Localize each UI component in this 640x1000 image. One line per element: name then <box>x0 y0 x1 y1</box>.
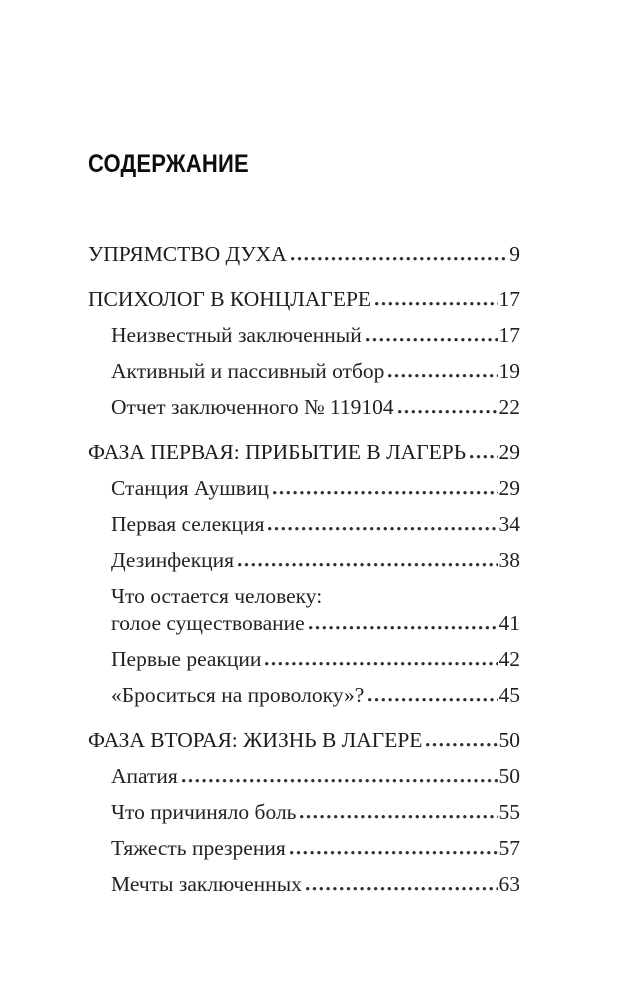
dot-leader <box>273 491 498 495</box>
dot-leader <box>426 743 497 747</box>
toc-entry <box>88 835 520 862</box>
toc-entry-label: ФАЗА ПЕРВАЯ: ПРИБЫТИЕ В ЛАГЕРЬ <box>88 440 467 464</box>
toc-entry <box>88 646 520 673</box>
toc-entry <box>88 475 520 502</box>
toc-entry-label: УПРЯМСТВО ДУХА <box>88 242 287 266</box>
toc-entry-page: 29 <box>498 476 520 500</box>
dot-leader <box>265 662 497 666</box>
toc-entry-page: 42 <box>498 647 520 671</box>
toc-entry-page: 19 <box>498 359 520 383</box>
toc-entry-page: 22 <box>498 395 520 419</box>
toc-entry-page: 63 <box>498 872 520 896</box>
toc-entry-line <box>111 322 520 349</box>
toc-entry-line <box>111 799 520 826</box>
page-title: СОДЕРЖАНИЕ <box>88 150 249 178</box>
toc-list <box>88 241 520 898</box>
dot-leader <box>388 374 497 378</box>
toc-entry <box>88 358 520 385</box>
toc-entry-label: Отчет заключенного № 119104 <box>111 395 394 419</box>
toc-entry-label: Что причиняло боль <box>111 800 297 824</box>
toc-entry-line <box>111 511 520 538</box>
dot-leader <box>398 410 498 414</box>
dot-leader <box>366 338 498 342</box>
toc-entry <box>88 547 520 574</box>
toc-entry-line <box>111 646 520 673</box>
toc-entry-line <box>111 394 520 421</box>
toc-entry-page: 55 <box>498 800 520 824</box>
toc-entry-label: «Броситься на проволоку»? <box>111 683 365 707</box>
toc-entry-label: Неизвестный заключенный <box>111 323 362 347</box>
dot-leader <box>309 626 498 630</box>
toc-entry-page: 9 <box>509 242 520 266</box>
toc-entry-page: 38 <box>498 548 520 572</box>
toc-entry <box>88 394 520 421</box>
toc-entry-page: 17 <box>498 287 520 311</box>
toc-entry-page: 57 <box>498 836 520 860</box>
toc-entry <box>88 241 520 268</box>
toc-entry-label-continued: голое существование <box>111 611 305 635</box>
toc-entry-line <box>111 835 520 862</box>
toc-entry-line <box>111 763 520 790</box>
dot-leader <box>368 698 497 702</box>
toc-entry-page: 45 <box>498 683 520 707</box>
toc-entry-page: 50 <box>498 728 520 752</box>
dot-leader <box>306 887 498 891</box>
toc-entry-line <box>111 547 520 574</box>
toc-entry-line <box>88 727 520 754</box>
toc-entry-page: 34 <box>498 512 520 536</box>
dot-leader <box>470 455 497 459</box>
toc-entry-page: 17 <box>498 323 520 347</box>
dot-leader <box>375 302 497 306</box>
toc-entry-label: Первая селекция <box>111 512 265 536</box>
toc-entry <box>88 322 520 349</box>
toc-entry-line <box>111 475 520 502</box>
toc-entry-line <box>88 439 520 466</box>
dot-leader <box>182 779 498 783</box>
toc-entry-label: Что остается человеку: <box>111 584 323 608</box>
toc-entry-line <box>88 241 520 268</box>
toc-entry-label: Тяжесть презрения <box>111 836 286 860</box>
dot-leader <box>291 257 509 261</box>
toc-entry <box>88 763 520 790</box>
toc-entry <box>88 511 520 538</box>
toc-entry <box>88 799 520 826</box>
toc-entry-line <box>111 871 520 898</box>
toc-entry <box>88 286 520 313</box>
dot-leader <box>238 563 497 567</box>
toc-entry <box>88 439 520 466</box>
toc-entry-line <box>111 610 520 637</box>
toc-entry-line <box>111 358 520 385</box>
toc-entry-label: Мечты заключенных <box>111 872 302 896</box>
toc-entry-page: 50 <box>498 764 520 788</box>
toc-entry-label: Апатия <box>111 764 178 788</box>
dot-leader <box>300 815 497 819</box>
toc-entry-label: Станция Аушвиц <box>111 476 269 500</box>
dot-leader <box>268 527 497 531</box>
toc-entry <box>88 727 520 754</box>
toc-entry <box>88 682 520 709</box>
toc-entry-label: Первые реакции <box>111 647 262 671</box>
toc-entry <box>88 871 520 898</box>
toc-entry-line <box>88 286 520 313</box>
toc-entry-page: 41 <box>498 611 520 635</box>
toc-entry-page: 29 <box>498 440 520 464</box>
toc-entry-label: ФАЗА ВТОРАЯ: ЖИЗНЬ В ЛАГЕРЕ <box>88 728 423 752</box>
toc-entry <box>88 583 520 637</box>
toc-entry-label: Дезинфекция <box>111 548 235 572</box>
toc-entry-line <box>111 682 520 709</box>
toc-entry-label: Активный и пассивный отбор <box>111 359 385 383</box>
dot-leader <box>290 851 498 855</box>
toc-entry-label: ПСИХОЛОГ В КОНЦЛАГЕРЕ <box>88 287 372 311</box>
